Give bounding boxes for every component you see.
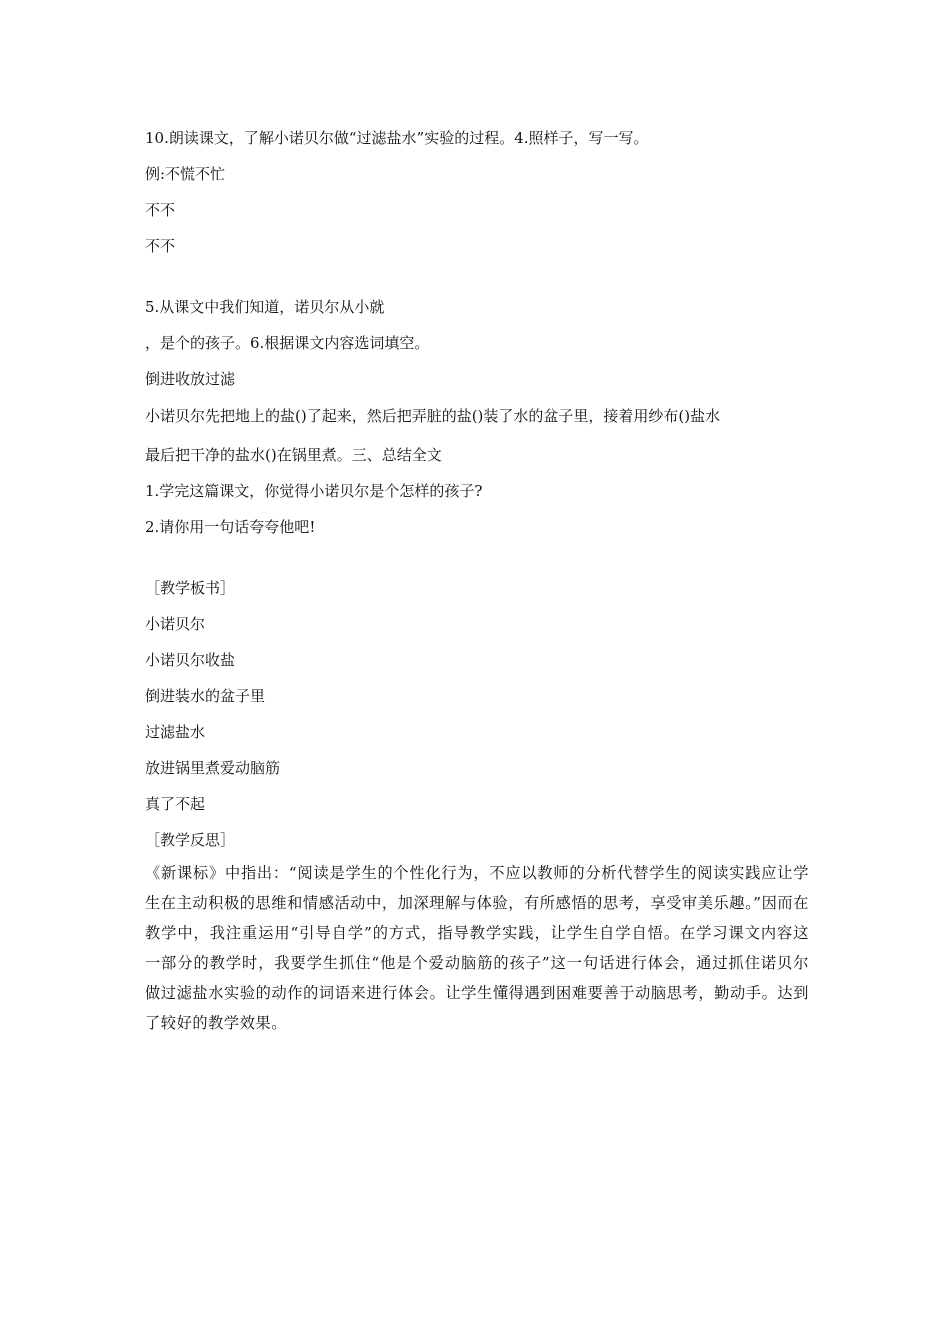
pattern-blank-1: 不不 xyxy=(145,201,176,219)
summary-question-1: 1.学完这篇课文，你觉得小诺贝尔是个怎样的孩子? xyxy=(145,482,483,500)
pattern-blank-2: 不不 xyxy=(145,237,176,255)
fill-blank-line-1: 小诺贝尔先把地上的盐()了起来，然后把弄脏的盐()装了水的盆子里，接着用纱布()盐水 xyxy=(145,407,721,425)
word-options-line: 倒进收放过滤 xyxy=(145,370,236,388)
fill-blank-line-2: 最后把干净的盐水()在锅里煮。三、总结全文 xyxy=(145,446,442,464)
example-line: 例:不慌不忙 xyxy=(145,165,226,183)
reflection-paragraph: 《新课标》中指出：“阅读是学生的个性化行为，不应以教师的分析代替学生的阅读实践应让学生在主动积极的思维和情感活动中，加深理解与体验，有所感悟的思考，享受审美乐趣。”因而在教学中，我注重运用“引导自学”的方式，指导教学实践，让学生自学自悟。在学习课文内容这一部分的教学时，我要学生抓住“他是个爱动脑筋的孩子”这一句话进行体会，通过抓住诺贝尔做过滤盐水实验的动作的词语来进行体会。让学生懂得遇到困难要善于动脑思考，勤动手。达到了较好的教学效果。 xyxy=(145,864,809,1032)
blackboard-line-6: 真了不起 xyxy=(145,795,206,813)
blackboard-line-2: 小诺贝尔收盐 xyxy=(145,651,236,669)
exercise-10-line: 10.朗读课文，了解小诺贝尔做“过滤盐水”实验的过程。4.照样子，写一写。 xyxy=(145,129,649,147)
exercise-5-line: 5.从课文中我们知道，诺贝尔从小就 xyxy=(145,298,385,316)
exercise-5-cont-line: ，是个的孩子。6.根据课文内容选词填空。 xyxy=(145,334,430,352)
blackboard-line-4: 过滤盐水 xyxy=(145,723,206,741)
summary-question-2: 2.请你用一句话夸夸他吧! xyxy=(145,518,316,536)
blackboard-line-5: 放进锅里煮爱动脑筋 xyxy=(145,759,281,777)
reflection-heading: ［教学反思］ xyxy=(145,831,236,849)
blackboard-line-3: 倒进装水的盆子里 xyxy=(145,687,266,705)
blackboard-line-1: 小诺贝尔 xyxy=(145,615,206,633)
blackboard-heading: ［教学板书］ xyxy=(145,579,236,597)
